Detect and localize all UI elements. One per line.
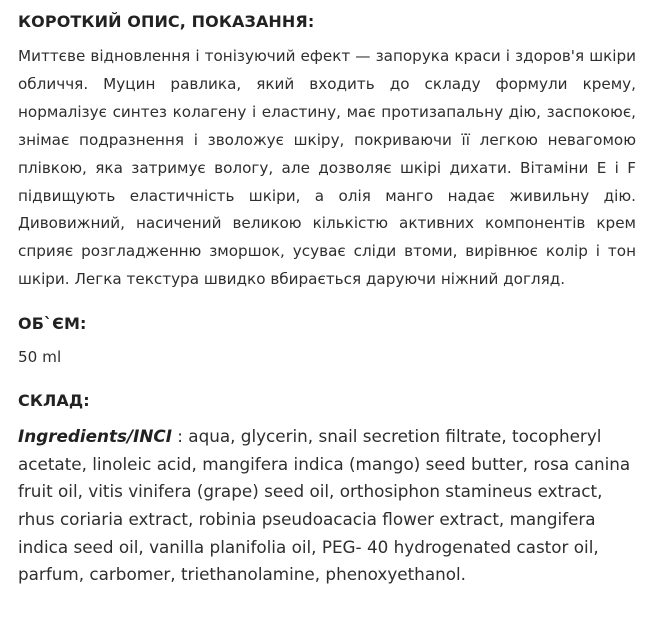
ingredients-paragraph: [18, 423, 636, 589]
description-text: Миттєве відновлення і тонізуючий ефект — запорука краси і здоров'я шкіри обличчя. Муцин равлика, який входить до складу формули крему, нормалізує синтез колагену і еластину, має протизапальну дію, заспокоює, знімає подразнення і зволожує шкіру, покриваючи її легкою невагомою плівкою, яка затримує вологу, але дозволяє шкірі дихати. Вітаміни Е і F підвищують еластичність шкіри, а олія манго надає живильну дію. Дивовижний, насичений великою кількістю активних компонентів крем сприяє розгладженню зморшок, усуває сліди втоми, вирівнює колір і тон шкіри. Легка текстура швидко вбирається даруючи ніжний догляд.: [18, 47, 636, 289]
composition-heading: СКЛАД:: [18, 391, 90, 411]
ingredients-text: aqua, glycerin, snail secretion filtrate, tocopheryl acetate, linoleic acid, mangifera indica (mango) seed butter, rosa canina fruit oil, vitis vinifera (grape) seed oil, orthosiphon stamineus extract, rhus coriaria extract, robinia pseudoacacia flower extract, mangifera indica seed oil, vanilla planifolia oil, PEG- 40 hydrogenated castor oil, parfum, carbomer, triethanolamine, phenoxyethanol.: [18, 426, 631, 585]
volume-value: 50 ml: [18, 348, 62, 367]
ingredients-label: Ingredients/INCI: [18, 426, 172, 447]
description-heading: КОРОТКИЙ ОПИС, ПОКАЗАННЯ:: [18, 12, 315, 31]
product-info: [18, 12, 636, 589]
volume-heading: ОБ`ЄМ:: [18, 314, 87, 334]
ingredients-separator: :: [171, 426, 189, 447]
